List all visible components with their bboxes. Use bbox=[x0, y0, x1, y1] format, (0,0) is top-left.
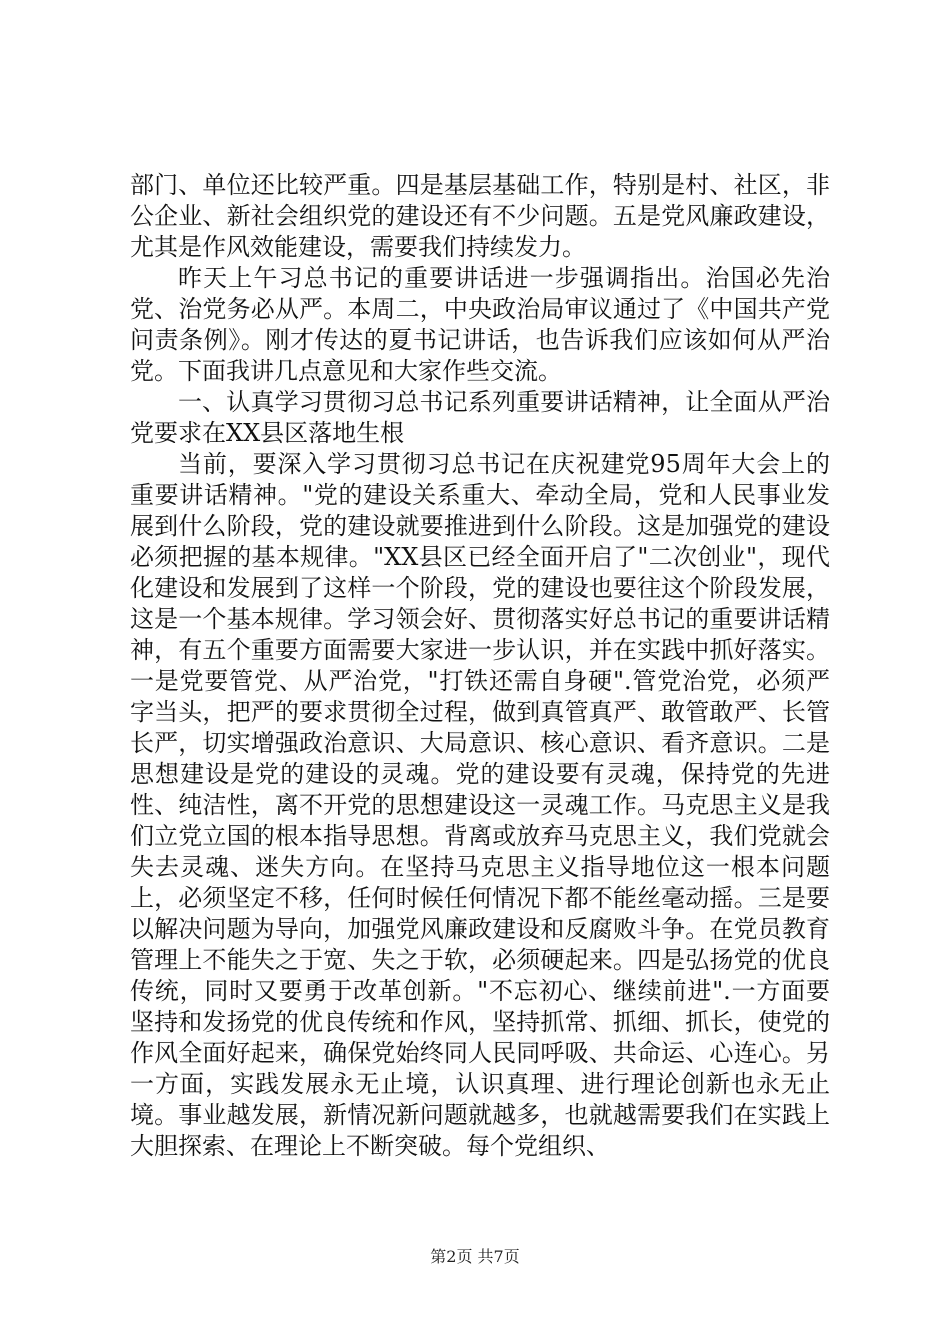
paragraph-1: 部门、单位还比较严重。四是基层基础工作，特别是村、社区，非公企业、新社会组织党的建设还有不少问题。五是党风廉政建设，尤其是作风效能建设，需要我们持续发力。 bbox=[130, 171, 830, 261]
paragraph-3: 当前，要深入学习贯彻习总书记在庆祝建党95周年大会上的重要讲话精神。"党的建设关系重大、牵动全局，党和人民事业发展到什么阶段，党的建设就要推进到什么阶段。这是加强党的建设必须把握的基本规律。"XX县区已经全面开启了"二次创业"，现代化建设和发展到了这样一个阶段，党的建设也要往这个阶段发展，这是一个基本规律。学习领会好、贯彻落实好总书记的重要讲话精神，有五个重要方面需要大家进一步认识，并在实践中抓好落实。一是党要管党、从严治党，"打铁还需自身硬".管党治党，必须严字当头，把严的要求贯彻全过程，做到真管真严、敢管敢严、长管长严，切实增强政治意识、大局意识、核心意识、看齐意识。二是思想建设是党的建设的灵魂。党的建设要有灵魂，保持党的先进性、纯洁性，离不开党的思想建设这一灵魂工作。马克思主义是我们立党立国的根本指导思想。背离或放弃马克思主义，我们党就会失去灵魂、迷失方向。在坚持马克思主义指导地位这一根本问题上，必须坚定不移，任何时候任何情况下都不能丝毫动摇。三是要以解决问题为导向，加强党风廉政建设和反腐败斗争。在党员教育管理上不能失之于宽、失之于软，必须硬起来。四是弘扬党的优良传统，同时又要勇于改革创新。"不忘初心、继续前进".一方面要坚持和发扬党的优良传统和作风，坚持抓常、抓细、抓长，使党的作风全面好起来，确保党始终同人民同呼吸、共命运、心连心。另一方面，实践发展永无止境，认识真理、进行理论创新也永无止境。事业越发展，新情况新问题就越多，也就越需要我们在实践上大胆探索、在理论上不断突破。每个党组织、 bbox=[130, 450, 830, 1160]
document-body bbox=[130, 170, 830, 1162]
page-number-footer: 第2页 共7页 bbox=[430, 1247, 520, 1266]
section-heading-1: 一、认真学习贯彻习总书记系列重要讲话精神，让全面从严治党要求在XX县区落地生根 bbox=[130, 388, 830, 447]
paragraph-2: 昨天上午习总书记的重要讲话进一步强调指出。治国必先治党、治党务必从严。本周二，中央政治局审议通过了《中国共产党问责条例》。刚才传达的夏书记讲话，也告诉我们应该如何从严治党。下面我讲几点意见和大家作些交流。 bbox=[130, 264, 830, 385]
